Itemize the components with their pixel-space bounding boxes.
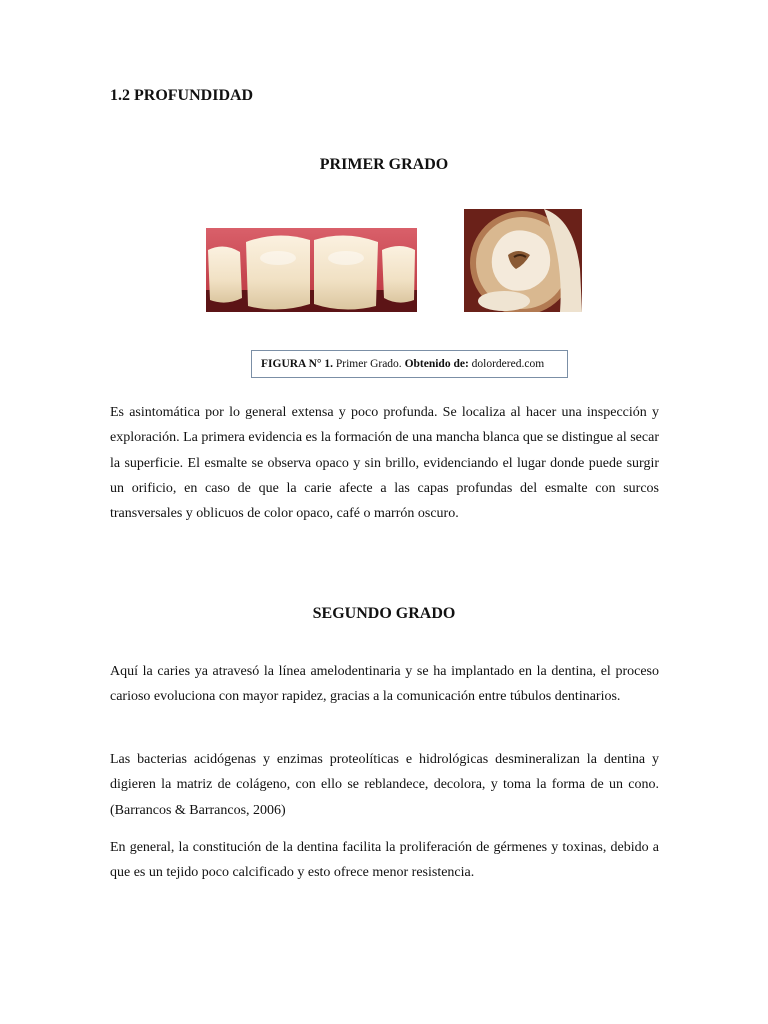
grade-two-paragraph-1: Aquí la caries ya atravesó la línea amelodentinaria y se ha implantado en la dentina, el proceso carioso evoluciona con mayor rapidez, gracias a la comunicación entre túbulos dentinarios. [110, 664, 659, 705]
molar-mirror-illustration [464, 209, 582, 312]
grade-one-paragraph: Es asintomática por lo general extensa y poco profunda. Se localiza al hacer una inspección y exploración. La primera evidencia es la formación de una mancha blanca que se distingue al secar la superficie. El esmalte se observa opaco y sin brillo, evidenciando el lugar donde puede surgir un orificio, en caso de que la carie afecte a las capas profundas del esmalte con surcos transversales y oblicuos de color opaco, café o marrón oscuro. [110, 405, 659, 522]
figure-source-label: Obtenido de: [404, 358, 469, 370]
grade-two-paragraph-3: En general, la constitución de la dentina facilita la proliferación de gérmenes y toxinas, debido a que es un tejido poco calcificado y esto ofrece menor resistencia. [110, 840, 659, 881]
front-teeth-illustration [206, 228, 417, 312]
figure-source: dolordered.com [468, 358, 545, 370]
grade-two-paragraph-2: Las bacterias acidógenas y enzimas proteolíticas e hidrológicas desmineralizan la dentina y digieren la matriz de colágeno, con ello se reblandece, decolora, y toma la forma de un cono. (Barrancos & Barrancos, 2006) [110, 752, 659, 818]
molar-mirror-photo [464, 209, 582, 312]
grade-two-title: SEGUNDO GRADO [312, 605, 456, 622]
front-teeth-photo [206, 228, 417, 312]
grade-one-title: PRIMER GRADO [319, 156, 449, 173]
figure-caption [251, 350, 568, 378]
section-heading: 1.2 PROFUNDIDAD [110, 87, 254, 104]
figure-text: Primer Grado. [333, 358, 405, 370]
figure-label: FIGURA N° 1. [261, 358, 334, 370]
